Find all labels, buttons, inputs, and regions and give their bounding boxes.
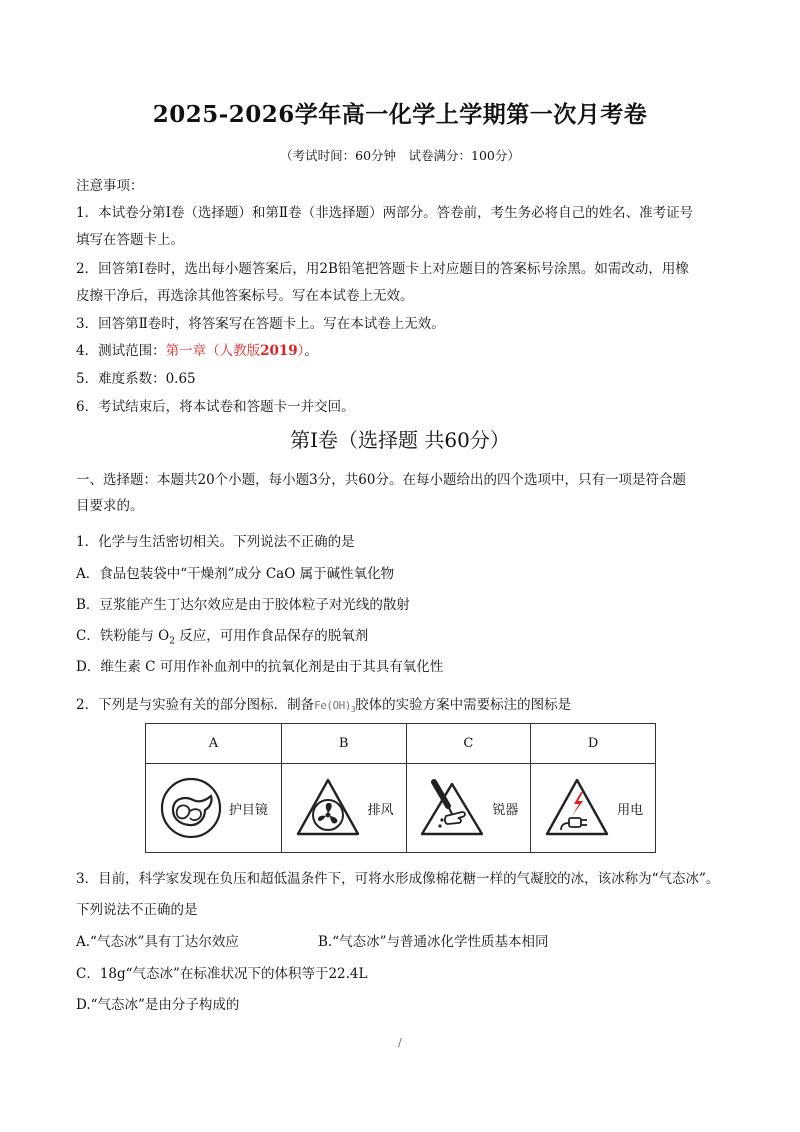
q2-cell-a <box>146 764 282 853</box>
q2-icon-table <box>145 723 656 853</box>
page-mark: / <box>398 1036 402 1049</box>
q2-cell-d <box>531 764 656 853</box>
note-4-close: ） <box>297 343 305 359</box>
goggles-label: 护目镜 <box>228 802 268 818</box>
q2-col-d: D <box>531 724 656 764</box>
q1-option-c-post: 反应，可用作食品保存的脱氧剂 <box>174 628 369 644</box>
note-5: 5．难度系数：0.65 <box>76 371 196 387</box>
q1-option-c <box>76 624 368 647</box>
note-4-range: 第一章（人教版 <box>165 343 261 359</box>
q2-stem-pre: 2．下列是与实验有关的部分图标．制备 <box>76 697 315 713</box>
exam-subtitle: （考试时间：60分钟 试卷满分：100分） <box>280 148 520 163</box>
q2-col-a: A <box>146 724 282 764</box>
note-2-line-1: 2．回答第Ⅰ卷时，选出每小题答案后，用2B铅笔把答题卡上对应题目的答案标号涂黑。如需改动，用橡 <box>76 261 689 277</box>
q1-option-c-sub: 2 <box>169 636 175 647</box>
goggles-icon <box>159 776 223 840</box>
note-4-end: 。 <box>304 343 318 359</box>
note-6: 6．考试结束后，将本试卷和答题卡一并交回。 <box>76 399 355 415</box>
q2-formula-text: Fe(OH) <box>314 699 351 712</box>
note-1-line-2: 填写在答题卡上。 <box>76 232 184 248</box>
q2-col-b: B <box>281 724 406 764</box>
q3-stem-line-2: 下列说法不正确的是 <box>76 902 198 918</box>
q2-cell-b <box>281 764 406 853</box>
note-1-line-1: 1．本试卷分第Ⅰ卷（选择题）和第Ⅱ卷（非选择题）两部分。答卷前，考生务必将自己的姓名、准考证号 <box>76 205 694 221</box>
exam-title: 2025-2026学年高一化学上学期第一次月考卷 <box>152 101 648 128</box>
q3-option-c: C．18g“气态冰”在标准状况下的体积等于22.4L <box>76 966 368 982</box>
electricity-icon <box>543 776 611 840</box>
q2-header-row <box>146 724 656 764</box>
instructions-line-1: 一、选择题：本题共20个小题，每小题3分，共60分。在每小题给出的四个选项中，只有一项是符合题 <box>76 472 686 488</box>
q2-formula <box>314 699 356 715</box>
note-4 <box>76 339 318 359</box>
section-title: 第Ⅰ卷（选择题 共60分） <box>290 428 510 452</box>
q2-stem <box>76 693 571 714</box>
q3-option-a: A.“气态冰”具有丁达尔效应 <box>76 934 239 950</box>
note-4-prefix: 4．测试范围： <box>76 343 166 359</box>
q2-col-c: C <box>406 724 531 764</box>
notes-heading: 注意事项： <box>76 178 144 194</box>
sharp-object-label: 锐器 <box>492 802 519 818</box>
q3-stem-line-1: 3．目前，科学家发现在负压和超低温条件下，可将水形成像棉花糖一样的气凝胶的冰，该冰称为“气态冰”。 <box>76 871 720 887</box>
q1-option-c-pre: C．铁粉能与 O <box>76 628 170 644</box>
note-3: 3．回答第Ⅱ卷时，将答案写在答题卡上。写在本试卷上无效。 <box>76 316 445 332</box>
q2-stem-post: 胶体的实验方案中需要标注的图标是 <box>355 697 572 713</box>
q1-option-d: D．维生素 C 可用作补血剂中的抗氧化剂是由于其具有氧化性 <box>76 659 444 675</box>
q2-cell-c <box>406 764 531 853</box>
fan-icon <box>294 776 362 840</box>
q3-option-b: B.“气态冰”与普通冰化学性质基本相同 <box>318 934 549 950</box>
note-4-year: 2019 <box>260 343 298 359</box>
fan-label: 排风 <box>367 802 394 818</box>
q1-option-a: A．食品包装袋中“干燥剂”成分 CaO 属于碱性氧化物 <box>76 566 395 582</box>
q1-option-b: B．豆浆能产生丁达尔效应是由于胶体粒子对光线的散射 <box>76 597 410 613</box>
instructions-line-2: 目要求的。 <box>76 498 144 514</box>
q2-formula-sub: 3 <box>350 705 356 715</box>
note-2-line-2: 皮擦干净后，再选涂其他答案标号。写在本试卷上无效。 <box>76 288 414 304</box>
q3-option-d: D.“气态冰”是由分子构成的 <box>76 997 240 1013</box>
q1-stem: 1．化学与生活密切相关。下列说法不正确的是 <box>76 534 355 550</box>
sharp-object-icon <box>418 776 486 840</box>
electricity-label: 用电 <box>617 802 644 818</box>
q2-icon-row <box>146 764 656 853</box>
